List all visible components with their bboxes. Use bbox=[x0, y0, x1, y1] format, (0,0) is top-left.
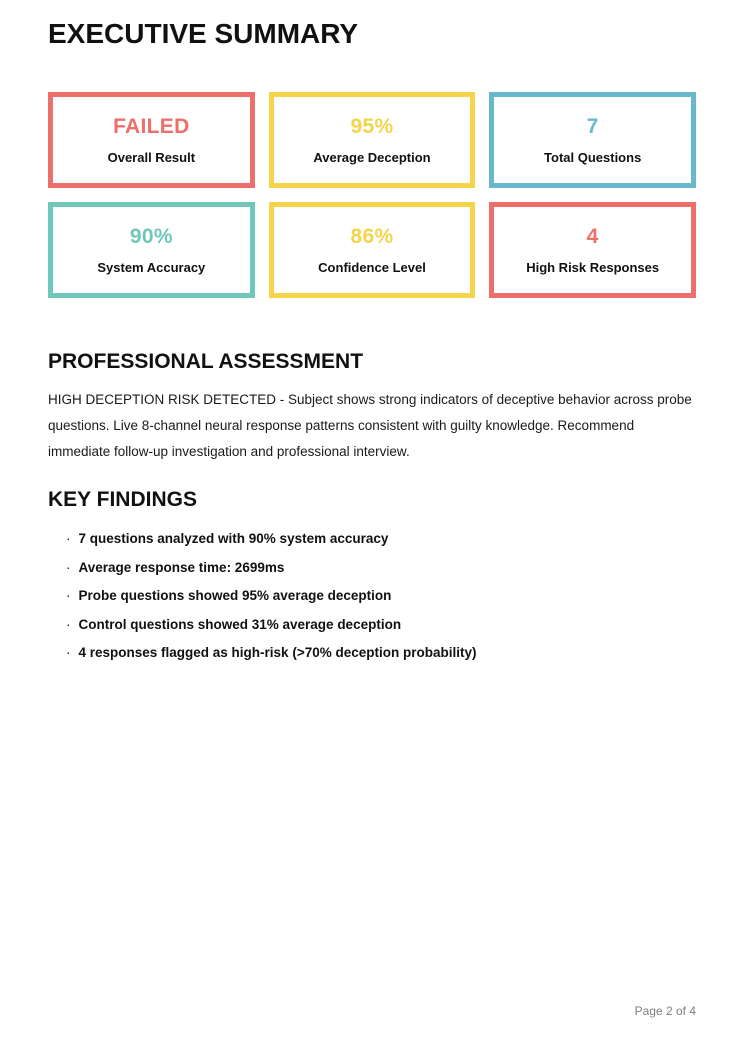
key-finding-item bbox=[66, 639, 696, 668]
stat-card-value: 4 bbox=[586, 225, 599, 249]
key-finding-text: Control questions showed 31% average deception bbox=[78, 616, 402, 632]
report-content bbox=[0, 18, 743, 668]
key-finding-text: Average response time: 2699ms bbox=[78, 559, 285, 575]
key-finding-text: Probe questions showed 95% average deception bbox=[78, 588, 392, 604]
professional-assessment-body: HIGH DECEPTION RISK DETECTED - Subject shows strong indicators of deceptive behavior across probe questions. Live 8-channel neural response patterns consistent with guilty knowledge. Recommend immediate follow-up investigation and professional interview. bbox=[48, 392, 692, 460]
stat-card-label: Average Deception bbox=[313, 150, 431, 166]
key-findings-section bbox=[48, 488, 696, 668]
professional-assessment-heading: PROFESSIONAL ASSESSMENT bbox=[48, 350, 364, 374]
stat-card-label: Total Questions bbox=[544, 150, 642, 166]
key-finding-item bbox=[66, 611, 696, 640]
key-finding-item bbox=[66, 554, 696, 583]
stat-card-average-deception bbox=[269, 92, 476, 188]
stat-card-label: Confidence Level bbox=[318, 260, 426, 276]
key-finding-item bbox=[66, 525, 696, 554]
page-number: Page 2 of 4 bbox=[634, 1004, 696, 1018]
key-findings-heading: KEY FINDINGS bbox=[48, 488, 197, 512]
stat-card-label: High Risk Responses bbox=[526, 260, 660, 276]
stat-card-high-risk-responses bbox=[489, 202, 696, 298]
bullet-glyph: · bbox=[66, 588, 71, 604]
stat-card-label: Overall Result bbox=[107, 150, 196, 166]
stat-card-value: FAILED bbox=[113, 115, 190, 139]
stat-card-total-questions bbox=[489, 92, 696, 188]
stat-card-value: 95% bbox=[350, 115, 394, 139]
stat-card-label: System Accuracy bbox=[97, 260, 206, 276]
professional-assessment-section bbox=[48, 350, 696, 465]
bullet-glyph: · bbox=[66, 559, 71, 575]
stat-card-system-accuracy bbox=[48, 202, 255, 298]
key-finding-item bbox=[66, 582, 696, 611]
key-finding-text: 7 questions analyzed with 90% system accuracy bbox=[78, 531, 389, 547]
stat-card-confidence-level bbox=[269, 202, 476, 298]
bullet-glyph: · bbox=[66, 645, 71, 661]
page-title: EXECUTIVE SUMMARY bbox=[48, 18, 359, 49]
key-findings-list bbox=[48, 525, 696, 668]
stat-cards-grid bbox=[48, 92, 696, 298]
stat-card-value: 90% bbox=[129, 225, 173, 249]
stat-card-value: 86% bbox=[350, 225, 394, 249]
bullet-glyph: · bbox=[66, 616, 71, 632]
stat-card-value: 7 bbox=[586, 115, 599, 139]
stat-card-overall-result bbox=[48, 92, 255, 188]
key-finding-text: 4 responses flagged as high-risk (>70% deception probability) bbox=[78, 645, 477, 661]
bullet-glyph: · bbox=[66, 531, 71, 547]
